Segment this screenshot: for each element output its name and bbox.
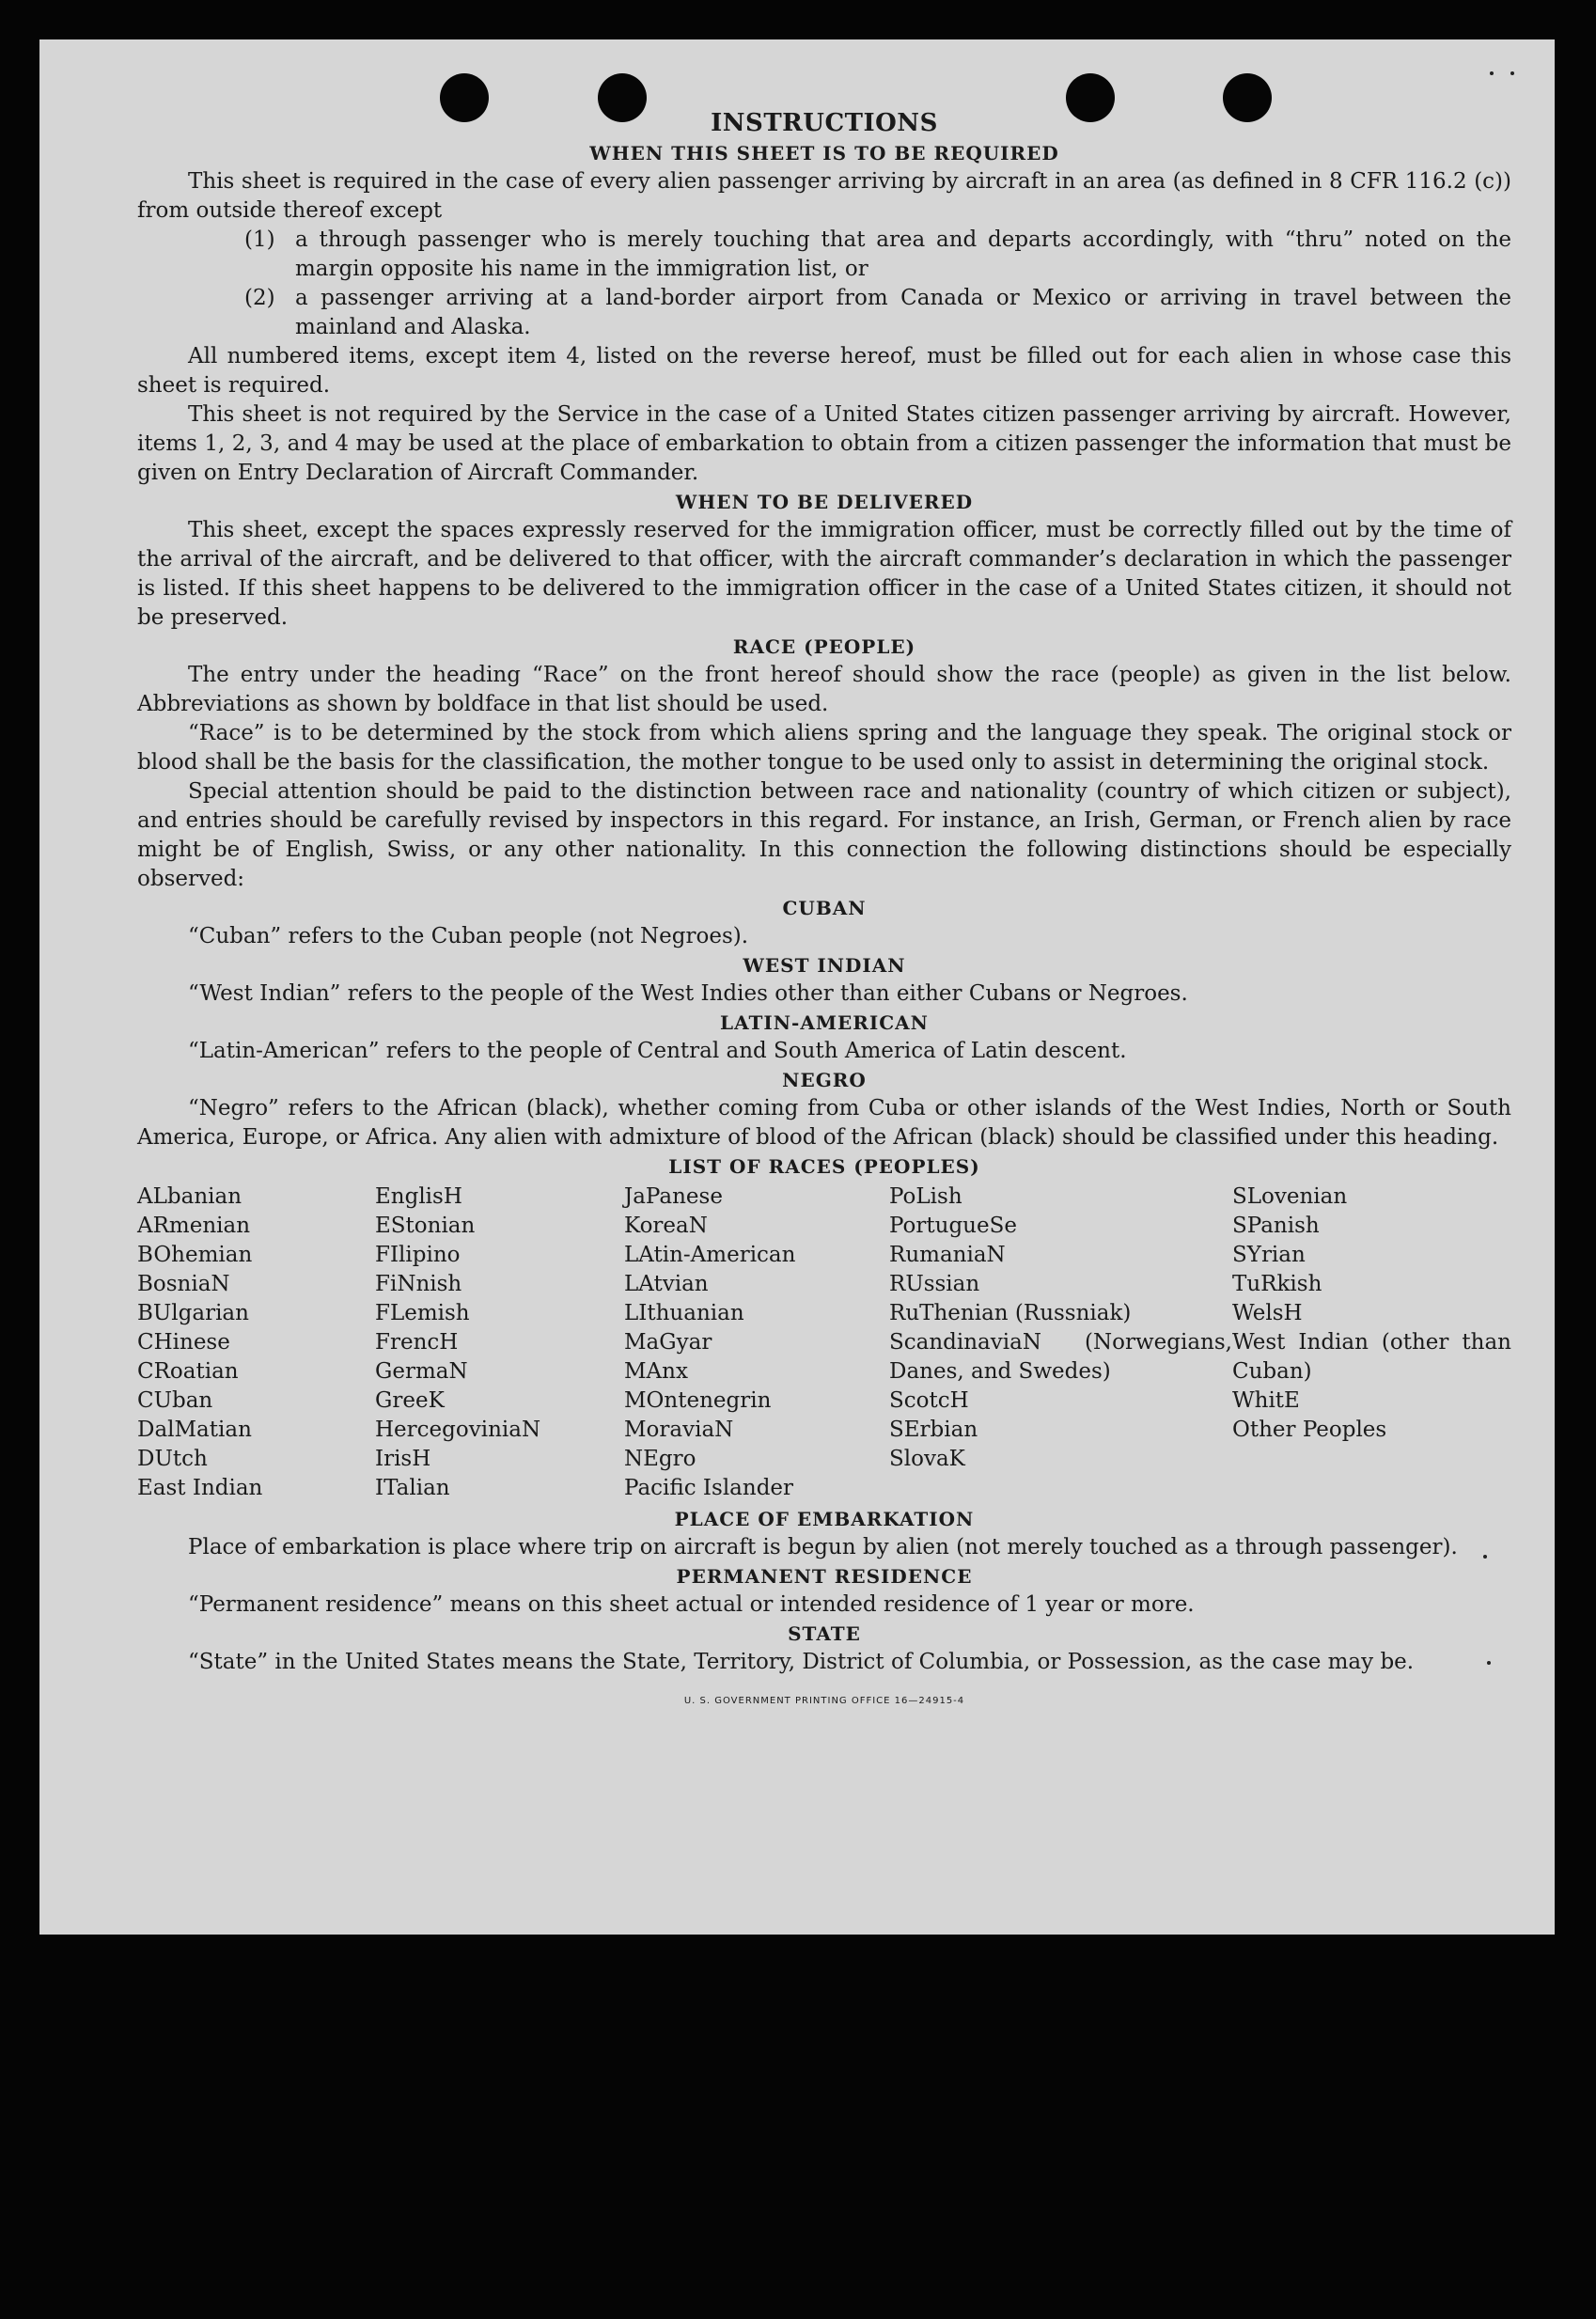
exception-text: a through passenger who is merely touching that area and departs accordingly, with “thru” noted on the margin opposite his name in the immigration list, or xyxy=(295,227,1511,281)
races-column-4 xyxy=(889,1183,1232,1503)
race-item: RuThenian (Russniak) xyxy=(889,1301,1132,1325)
exception-number: (2) xyxy=(244,286,275,310)
race-item: IrisH xyxy=(375,1447,431,1471)
race-item: GermaN xyxy=(375,1359,468,1384)
delivered-paragraph: This sheet, except the spaces expressly reserved for the immigration officer, must be correctly filled out by the time of the arrival of the aircraft, and be delivered to that officer, with the aircraft commander’s declaration in which the passenger is listed. If this sheet happens to be delivered to the immigration officer in the case of a United States citizen, it should not be preserved. xyxy=(137,518,1511,630)
section-heading-embarkation: PLACE OF EMBARKATION xyxy=(674,1508,975,1530)
race-item: FLemish xyxy=(375,1301,470,1325)
race-item: SlovaK xyxy=(889,1447,965,1471)
section-heading-race: RACE (PEOPLE) xyxy=(732,635,916,658)
west-indian-paragraph: “West Indian” refers to the people of the West Indies other than either Cubans or Negroes. xyxy=(188,981,1188,1006)
races-column-3 xyxy=(624,1183,889,1503)
race-item: MAnx xyxy=(624,1359,688,1384)
race-item: PoLish xyxy=(889,1184,962,1209)
race-item: West Indian (other than Cuban) xyxy=(1232,1330,1511,1384)
race-item: JaPanese xyxy=(624,1184,723,1209)
scan-speck xyxy=(1510,71,1514,75)
race-item: WelsH xyxy=(1232,1301,1303,1325)
race-paragraph-2: “Race” is to be determined by the stock from which aliens spring and the language they speak. The original stock or blood shall be the basis for the classification, the mother tongue to be used only to assist in determining the original stock. xyxy=(137,721,1511,775)
document-page xyxy=(39,39,1555,1935)
state-paragraph: “State” in the United States means the State, Territory, District of Columbia, or Possession, as the case may be. xyxy=(188,1650,1415,1674)
printing-office-footer: U. S. GOVERNMENT PRINTING OFFICE 16—24915-4 xyxy=(683,1696,965,1706)
race-item: EStonian xyxy=(375,1214,476,1238)
race-item: DalMatian xyxy=(137,1418,252,1442)
race-item: RumaniaN xyxy=(889,1243,1006,1267)
exception-item-2 xyxy=(244,284,1511,342)
races-column-2 xyxy=(375,1183,624,1503)
race-item: SErbian xyxy=(889,1418,978,1442)
section-heading-west-indian: WEST INDIAN xyxy=(743,954,906,977)
races-column-1 xyxy=(137,1183,375,1503)
race-item: CRoatian xyxy=(137,1359,239,1384)
scan-speck xyxy=(1490,71,1494,75)
race-item: ScandinaviaN (Norwegians, Danes, and Swedes) xyxy=(889,1330,1232,1384)
race-item: ITalian xyxy=(375,1476,450,1500)
section-heading-cuban: CUBAN xyxy=(782,897,867,919)
race-item: FrencH xyxy=(375,1330,459,1355)
race-item: FiNnish xyxy=(375,1272,462,1296)
not-required-paragraph: This sheet is not required by the Service in the case of a United States citizen passenger arriving by aircraft. However, items 1, 2, 3, and 4 may be used at the place of embarkation to obtain from a citizen passenger the information that must be given on Entry Declaration of Aircraft Commander. xyxy=(137,402,1511,485)
race-item: ARmenian xyxy=(137,1214,251,1238)
race-item: NEgro xyxy=(624,1447,696,1471)
races-list xyxy=(137,1183,1511,1503)
section-heading-state: STATE xyxy=(788,1622,861,1645)
page-title: INSTRUCTIONS xyxy=(711,109,938,137)
embarkation-paragraph: Place of embarkation is place where trip on aircraft is begun by alien (not merely touched as a through passenger). xyxy=(188,1535,1458,1559)
numbered-items-paragraph: All numbered items, except item 4, listed on the reverse hereof, must be filled out for each alien in whose case this sheet is required. xyxy=(137,344,1511,398)
race-item: MoraviaN xyxy=(624,1418,734,1442)
instructions-text xyxy=(137,107,1511,1716)
race-item: MaGyar xyxy=(624,1330,712,1355)
exception-number: (1) xyxy=(244,227,275,252)
permanent-residence-paragraph: “Permanent residence” means on this sheet actual or intended residence of 1 year or more. xyxy=(188,1592,1195,1617)
race-item: BUlgarian xyxy=(137,1301,249,1325)
race-item: RUssian xyxy=(889,1272,980,1296)
race-item: ScotcH xyxy=(889,1388,969,1413)
section-heading-delivered: WHEN TO BE DELIVERED xyxy=(675,491,974,513)
race-item: WhitE xyxy=(1232,1388,1300,1413)
race-item: ALbanian xyxy=(137,1184,243,1209)
race-item: HercegoviniaN xyxy=(375,1418,541,1442)
race-item: Other Peoples xyxy=(1232,1418,1387,1442)
race-item: BosniaN xyxy=(137,1272,230,1296)
race-paragraph-3: Special attention should be paid to the distinction between race and nationality (country of which citizen or subject), and entries should be carefully revised by inspectors in this regard. For instance, an Irish, German, or French alien by race might be of English, Swiss, or any other nationality. In this connection the following distinctions should be especially observed: xyxy=(137,779,1511,891)
race-item: DUtch xyxy=(137,1447,208,1471)
race-item: LIthuanian xyxy=(624,1301,744,1325)
race-item: CUban xyxy=(137,1388,213,1413)
race-item: PortugueSe xyxy=(889,1214,1017,1238)
race-item: LAtin-American xyxy=(624,1243,796,1267)
race-item: TuRkish xyxy=(1232,1272,1322,1296)
race-item: SYrian xyxy=(1232,1243,1306,1267)
race-item: Pacific Islander xyxy=(624,1476,794,1500)
exception-item-1 xyxy=(244,226,1511,284)
negro-paragraph: “Negro” refers to the African (black), whether coming from Cuba or other islands of the West Indies, North or South America, Europe, or Africa. Any alien with admixture of blood of the African (black) should be classified under this heading. xyxy=(137,1096,1511,1150)
race-item: BOhemian xyxy=(137,1243,253,1267)
latin-american-paragraph: “Latin-American” refers to the people of Central and South America of Latin descent. xyxy=(188,1039,1127,1063)
races-column-5 xyxy=(1232,1183,1511,1503)
race-item: MOntenegrin xyxy=(624,1388,772,1413)
section-heading-permanent-residence: PERMANENT RESIDENCE xyxy=(676,1565,973,1588)
race-item: East Indian xyxy=(137,1476,263,1500)
race-item: CHinese xyxy=(137,1330,230,1355)
race-item: SLovenian xyxy=(1232,1184,1348,1209)
section-heading-negro: NEGRO xyxy=(782,1069,867,1091)
race-item: SPanish xyxy=(1232,1214,1320,1238)
required-intro: This sheet is required in the case of every alien passenger arriving by aircraft in an area (as defined in 8 CFR 116.2 (c)) from outside thereof except xyxy=(137,169,1511,223)
section-heading-required: WHEN THIS SHEET IS TO BE REQUIRED xyxy=(589,142,1059,165)
race-item: GreeK xyxy=(375,1388,445,1413)
race-item: LAtvian xyxy=(624,1272,709,1296)
race-item: FIlipino xyxy=(375,1243,461,1267)
section-heading-list-of-races: LIST OF RACES (PEOPLES) xyxy=(668,1155,980,1178)
section-heading-latin-american: LATIN-AMERICAN xyxy=(720,1011,929,1034)
cuban-paragraph: “Cuban” refers to the Cuban people (not Negroes). xyxy=(188,924,749,948)
exception-text: a passenger arriving at a land-border airport from Canada or Mexico or arriving in travel between the mainland and Alaska. xyxy=(295,286,1511,339)
race-paragraph-1: The entry under the heading “Race” on the front hereof should show the race (people) as given in the list below. Abbreviations as shown by boldface in that list should be used. xyxy=(137,663,1511,716)
race-item: EnglisH xyxy=(375,1184,462,1209)
race-item: KoreaN xyxy=(624,1214,708,1238)
